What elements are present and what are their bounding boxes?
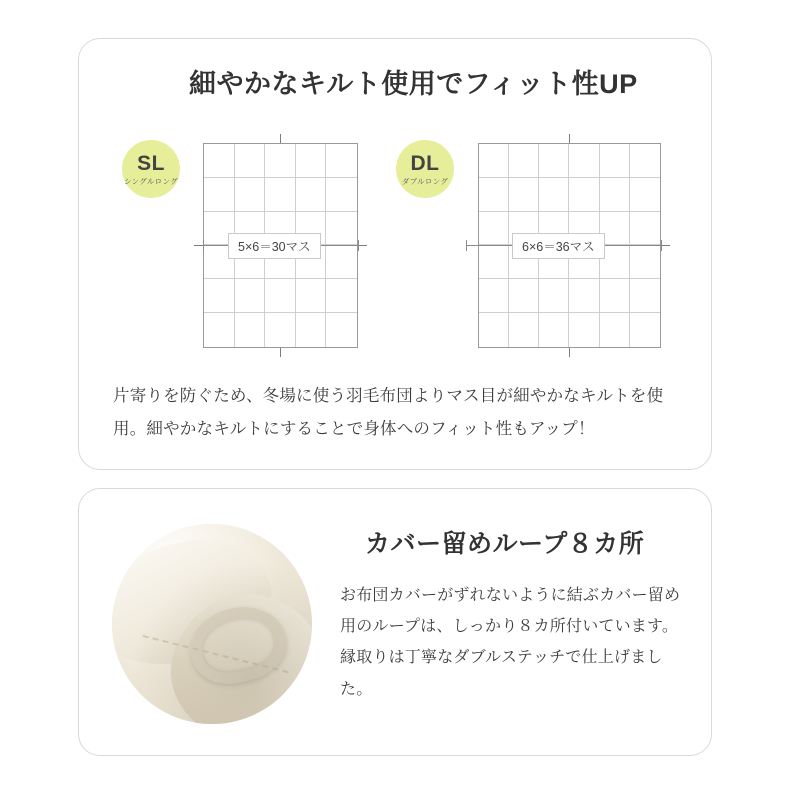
quilt-cell	[479, 279, 509, 313]
quilt-cell	[569, 313, 599, 347]
quilt-section-body: 片寄りを防ぐため、冬場に使う羽毛布団よりマス目が細やかなキルトを使用。細やかなキルトにすることで身体へのフィット性もアップ！	[113, 387, 664, 438]
photo-shading	[112, 524, 312, 724]
quilt-cell	[235, 144, 266, 178]
quilt-cell	[265, 178, 296, 212]
quilt-cell	[479, 245, 509, 279]
quilt-cell	[296, 178, 327, 212]
measure-label-dl: 6×6＝36マス	[512, 233, 605, 259]
measure-cap-dl-right	[661, 240, 662, 251]
quilt-cell	[569, 178, 599, 212]
quilt-cell	[326, 313, 357, 347]
loops-section-heading	[362, 524, 647, 562]
measure-label-sl: 5×6＝30マス	[228, 233, 321, 259]
quilt-cell	[479, 144, 509, 178]
size-badge-sl	[122, 140, 180, 198]
quilt-cell	[600, 313, 630, 347]
quilt-cell	[539, 178, 569, 212]
quilt-tick-sl-top	[280, 134, 281, 143]
quilt-cell	[265, 313, 296, 347]
quilt-cell	[569, 144, 599, 178]
quilt-tick-sl-left	[194, 245, 203, 246]
size-badge-sl-name: シングルロング	[124, 176, 178, 186]
quilt-cell	[600, 144, 630, 178]
size-badge-dl-name: ダブルロング	[401, 176, 449, 186]
quilt-cell	[509, 144, 539, 178]
quilt-tick-dl-top	[569, 134, 570, 143]
quilt-tick-sl-bottom	[280, 348, 281, 357]
quilt-cell	[479, 212, 509, 246]
measure-cap-dl-left	[466, 240, 467, 251]
quilt-cell	[296, 279, 327, 313]
measure-cap-sl-left	[203, 240, 204, 251]
quilt-cell	[326, 178, 357, 212]
quilt-cell	[479, 178, 509, 212]
quilt-cell	[204, 313, 235, 347]
quilt-cell	[296, 144, 327, 178]
quilt-cell	[326, 144, 357, 178]
quilt-cell	[204, 144, 235, 178]
loops-heading-text: カバー留めループ８カ所	[365, 530, 645, 558]
quilt-tick-dl-right	[661, 245, 670, 246]
quilt-cell	[630, 144, 660, 178]
quilt-cell	[600, 178, 630, 212]
quilt-cell	[509, 313, 539, 347]
quilt-tick-dl-bottom	[569, 348, 570, 357]
quilt-cell	[326, 279, 357, 313]
quilt-section-heading	[186, 62, 641, 103]
quilt-cell	[296, 313, 327, 347]
loops-section-body: お布団カバーがずれないように結ぶカバー留め用のループは、しっかり８カ所付いています。縁取りは丁寧なダブルステッチで仕上げました。	[340, 587, 681, 698]
quilt-cell	[569, 279, 599, 313]
quilt-cell	[509, 178, 539, 212]
quilt-cell	[539, 144, 569, 178]
quilt-cell	[479, 313, 509, 347]
size-badge-dl-code: DL	[410, 151, 440, 175]
quilt-cell	[630, 212, 660, 246]
quilt-cell	[630, 313, 660, 347]
quilt-cell	[265, 144, 296, 178]
quilt-cell	[509, 279, 539, 313]
quilt-cell	[235, 279, 266, 313]
size-badge-sl-code: SL	[137, 151, 165, 175]
quilt-cell	[539, 313, 569, 347]
loop-photo	[112, 524, 312, 724]
quilt-cell	[235, 178, 266, 212]
quilt-cell	[600, 279, 630, 313]
quilt-cell	[204, 279, 235, 313]
quilt-cell	[539, 279, 569, 313]
quilt-heading-text: 細やかなキルト使用でフィット性UP	[189, 69, 638, 99]
measure-cap-sl-right	[358, 240, 359, 251]
quilt-cell	[630, 245, 660, 279]
quilt-tick-sl-right	[358, 245, 367, 246]
size-badge-dl	[396, 140, 454, 198]
quilt-cell	[204, 178, 235, 212]
quilt-cell	[630, 178, 660, 212]
quilt-cell	[235, 313, 266, 347]
quilt-cell	[630, 279, 660, 313]
quilt-cell	[265, 279, 296, 313]
quilt-cell	[326, 212, 357, 246]
quilt-cell	[326, 245, 357, 279]
